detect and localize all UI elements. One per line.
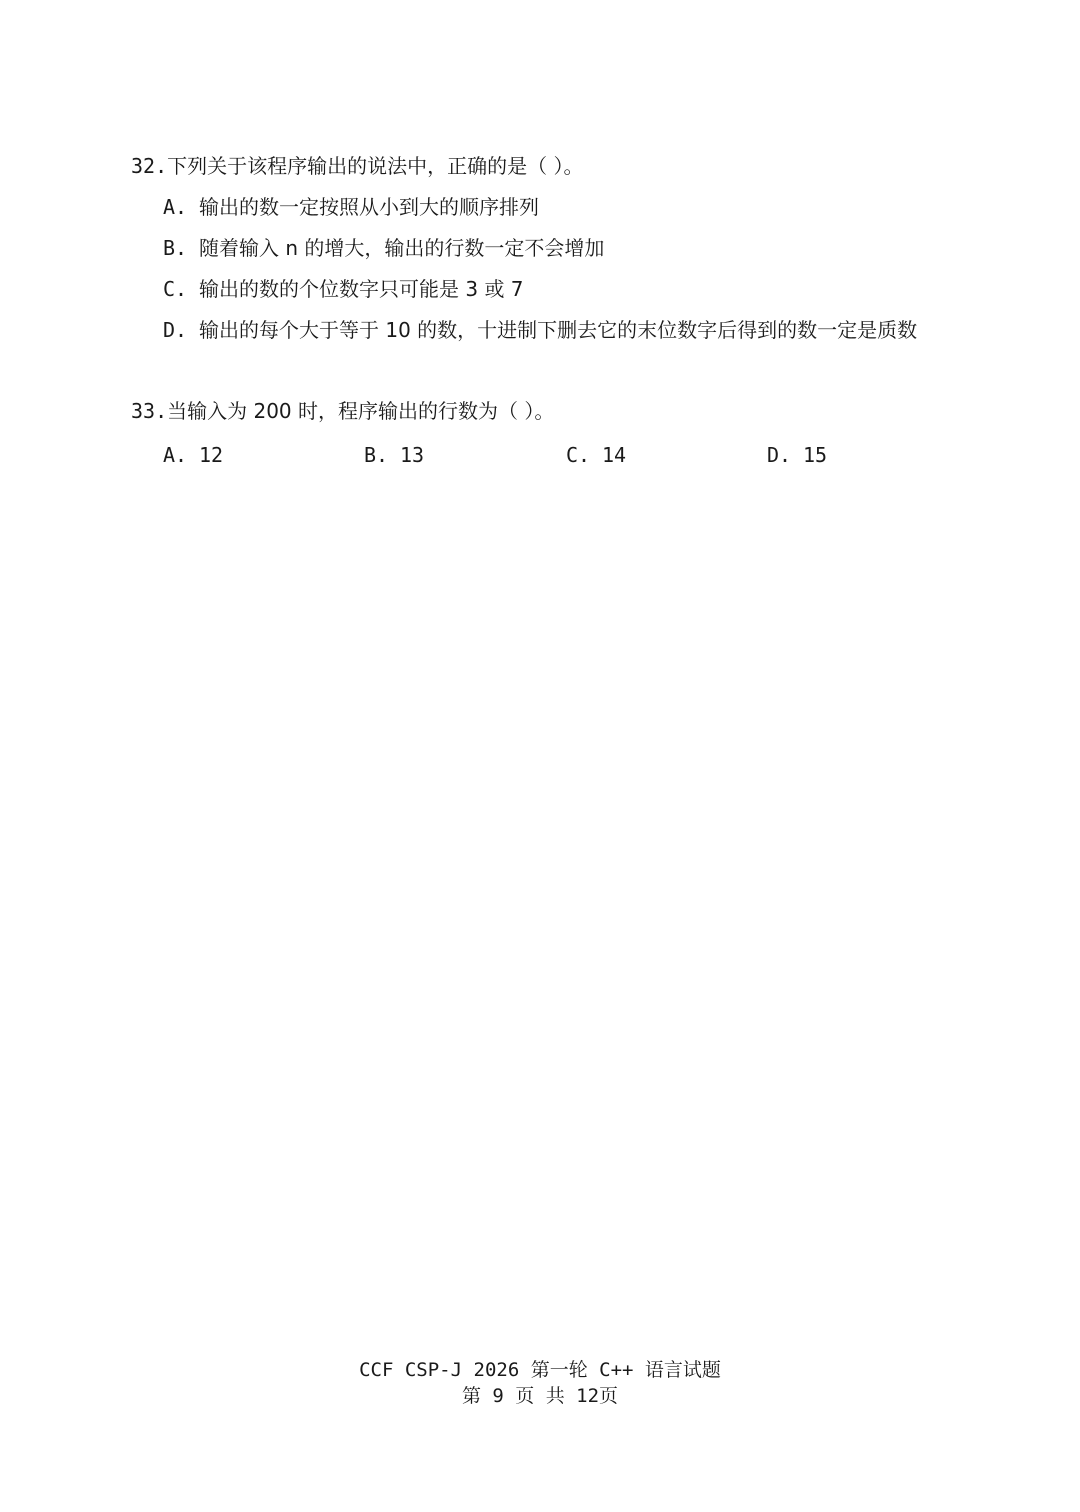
- option-text: 输出的每个大于等于 10 的数，十进制下删去它的末位数字后得到的数一定是质数: [199, 318, 918, 342]
- question-text: 下列关于该程序输出的说法中，正确的是（ ）。: [167, 154, 584, 178]
- option-text: 14: [602, 443, 627, 467]
- question-32-stem: [131, 152, 583, 180]
- question-text: 当输入为 200 时，程序输出的行数为（ ）。: [167, 399, 555, 423]
- option-text: 13: [400, 443, 425, 467]
- question-number: 33.: [131, 399, 168, 423]
- option-letter: A.: [163, 443, 188, 467]
- question-32-option-c: [163, 275, 524, 303]
- question-33-option-d: [767, 441, 827, 469]
- question-33-option-a: [163, 441, 223, 469]
- footer-page-number: 第 9 页 共 12页: [461, 1385, 619, 1407]
- option-text: 输出的数的个位数字只可能是 3 或 7: [199, 277, 524, 301]
- option-letter: D.: [163, 318, 188, 342]
- question-number: 32.: [131, 154, 168, 178]
- option-text: 12: [199, 443, 224, 467]
- question-33-option-b: [364, 441, 424, 469]
- question-32-option-b: [163, 234, 604, 262]
- footer-title: CCF CSP-J 2026 第一轮 C++ 语言试题: [359, 1359, 721, 1381]
- question-32-option-a: [163, 193, 539, 221]
- option-letter: B.: [364, 443, 389, 467]
- option-letter: C.: [163, 277, 188, 301]
- option-text: 15: [803, 443, 828, 467]
- question-33-stem: [131, 397, 554, 425]
- option-letter: D.: [767, 443, 792, 467]
- option-letter: C.: [566, 443, 591, 467]
- option-letter: A.: [163, 195, 188, 219]
- option-text: 随着输入 n 的增大，输出的行数一定不会增加: [199, 236, 605, 260]
- question-33-option-c: [566, 441, 626, 469]
- question-32-option-d: [163, 316, 917, 344]
- option-letter: B.: [163, 236, 188, 260]
- option-text: 输出的数一定按照从小到大的顺序排列: [199, 195, 539, 219]
